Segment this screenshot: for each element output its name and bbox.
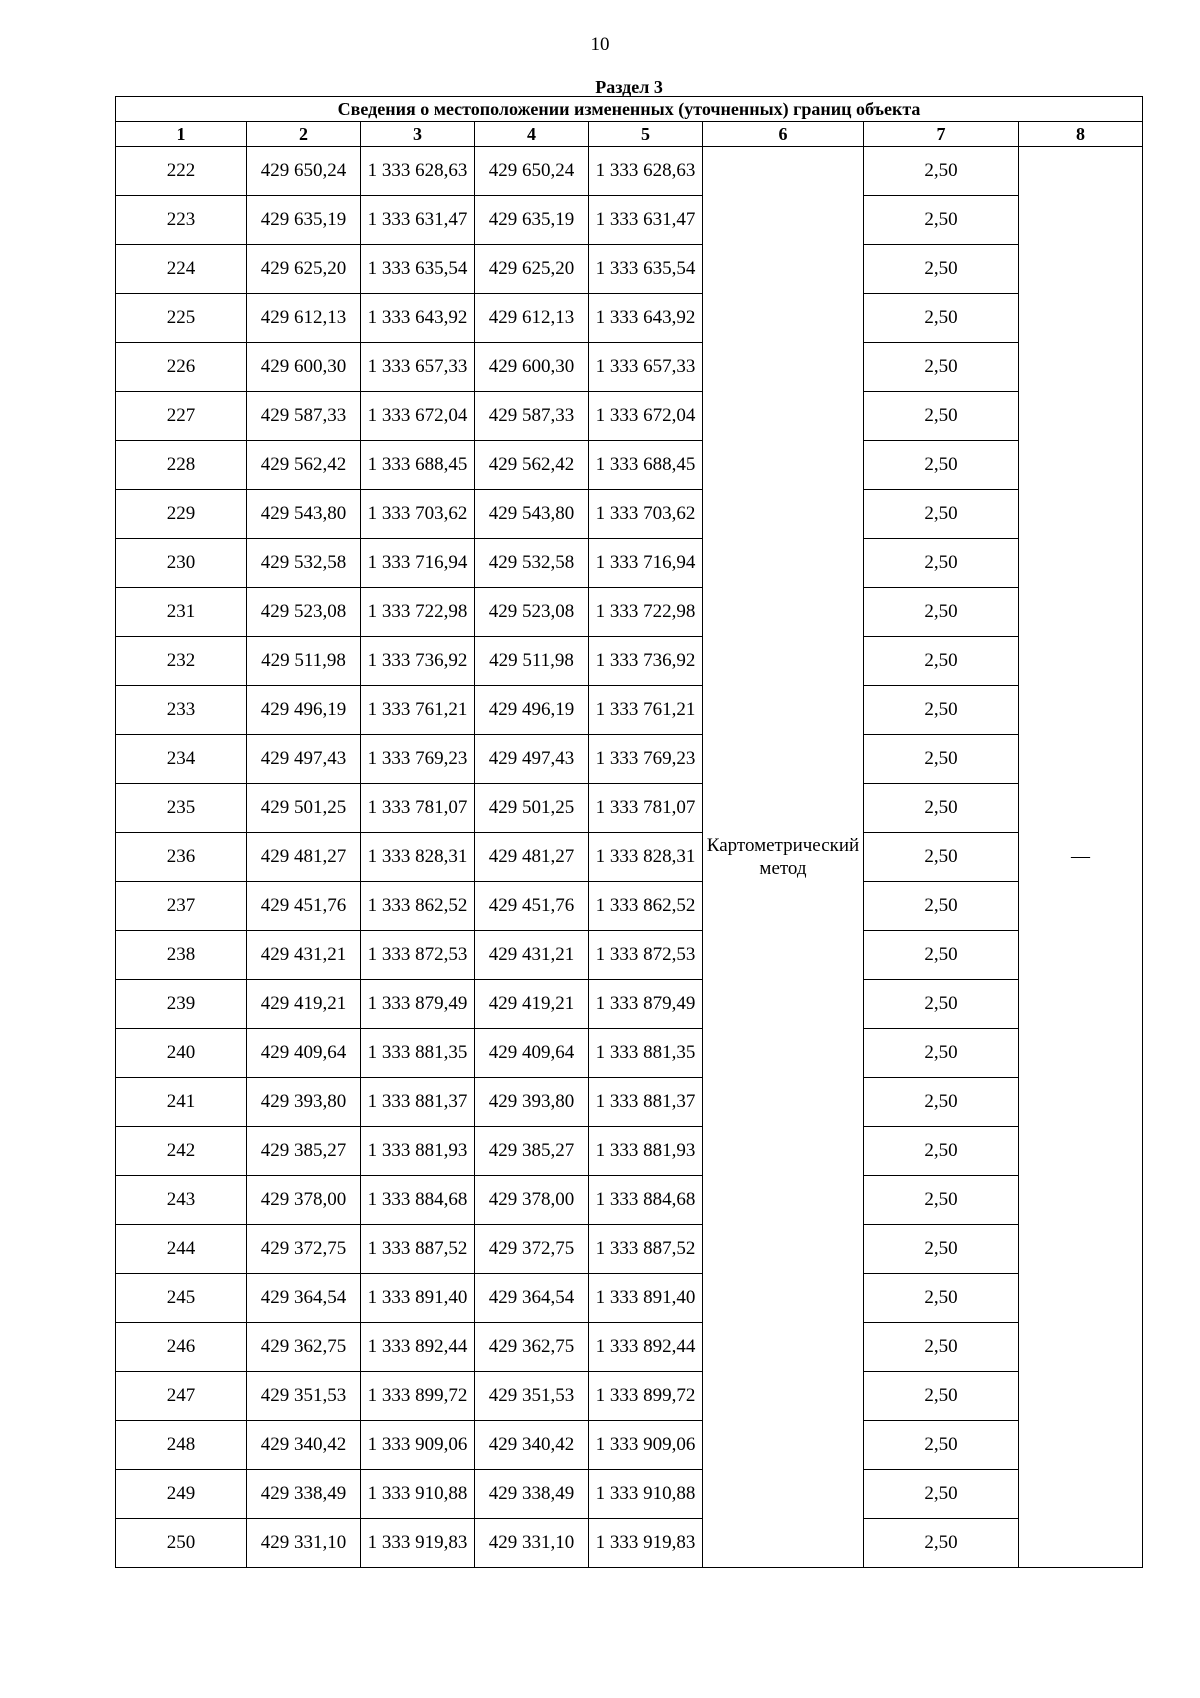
x-refined-cell: 429 543,80 xyxy=(475,490,589,539)
table-row xyxy=(116,294,1143,343)
x-existing-cell: 429 378,00 xyxy=(247,1176,361,1225)
precision-cell: 2,50 xyxy=(864,1519,1019,1568)
y-refined-cell: 1 333 635,54 xyxy=(589,245,703,294)
y-existing-cell: 1 333 881,93 xyxy=(361,1127,475,1176)
y-refined-cell: 1 333 909,06 xyxy=(589,1421,703,1470)
x-existing-cell: 429 362,75 xyxy=(247,1323,361,1372)
x-refined-cell: 429 331,10 xyxy=(475,1519,589,1568)
y-refined-cell: 1 333 643,92 xyxy=(589,294,703,343)
y-existing-cell: 1 333 716,94 xyxy=(361,539,475,588)
x-refined-cell: 429 451,76 xyxy=(475,882,589,931)
precision-cell: 2,50 xyxy=(864,784,1019,833)
precision-cell: 2,50 xyxy=(864,686,1019,735)
x-existing-cell: 429 523,08 xyxy=(247,588,361,637)
y-refined-cell: 1 333 769,23 xyxy=(589,735,703,784)
table-row xyxy=(116,980,1143,1029)
table-row xyxy=(116,1519,1143,1568)
precision-cell: 2,50 xyxy=(864,147,1019,196)
point-number-cell: 227 xyxy=(116,392,247,441)
table-row xyxy=(116,735,1143,784)
y-existing-cell: 1 333 891,40 xyxy=(361,1274,475,1323)
precision-cell: 2,50 xyxy=(864,1176,1019,1225)
precision-cell: 2,50 xyxy=(864,1372,1019,1421)
point-number-cell: 246 xyxy=(116,1323,247,1372)
page-number: 10 xyxy=(590,34,610,55)
x-existing-cell: 429 543,80 xyxy=(247,490,361,539)
y-refined-cell: 1 333 881,37 xyxy=(589,1078,703,1127)
table-row xyxy=(116,588,1143,637)
precision-cell: 2,50 xyxy=(864,343,1019,392)
y-refined-cell: 1 333 881,35 xyxy=(589,1029,703,1078)
point-number-cell: 249 xyxy=(116,1470,247,1519)
table-row xyxy=(116,1274,1143,1323)
precision-cell: 2,50 xyxy=(864,833,1019,882)
precision-cell: 2,50 xyxy=(864,490,1019,539)
y-existing-cell: 1 333 862,52 xyxy=(361,882,475,931)
x-existing-cell: 429 650,24 xyxy=(247,147,361,196)
point-number-cell: 247 xyxy=(116,1372,247,1421)
precision-cell: 2,50 xyxy=(864,1078,1019,1127)
x-refined-cell: 429 372,75 xyxy=(475,1225,589,1274)
point-number-cell: 228 xyxy=(116,441,247,490)
x-existing-cell: 429 587,33 xyxy=(247,392,361,441)
point-number-cell: 232 xyxy=(116,637,247,686)
x-existing-cell: 429 331,10 xyxy=(247,1519,361,1568)
y-refined-cell: 1 333 884,68 xyxy=(589,1176,703,1225)
x-existing-cell: 429 501,25 xyxy=(247,784,361,833)
table-row xyxy=(116,539,1143,588)
y-existing-cell: 1 333 643,92 xyxy=(361,294,475,343)
table-row xyxy=(116,833,1143,882)
x-existing-cell: 429 625,20 xyxy=(247,245,361,294)
precision-cell: 2,50 xyxy=(864,1225,1019,1274)
point-number-cell: 223 xyxy=(116,196,247,245)
y-refined-cell: 1 333 631,47 xyxy=(589,196,703,245)
y-existing-cell: 1 333 919,83 xyxy=(361,1519,475,1568)
point-number-cell: 248 xyxy=(116,1421,247,1470)
x-existing-cell: 429 532,58 xyxy=(247,539,361,588)
x-refined-cell: 429 338,49 xyxy=(475,1470,589,1519)
table-row xyxy=(116,1372,1143,1421)
precision-cell: 2,50 xyxy=(864,1274,1019,1323)
table-row xyxy=(116,1225,1143,1274)
method-cell: Картометрический метод xyxy=(703,147,864,1568)
point-number-cell: 243 xyxy=(116,1176,247,1225)
x-refined-cell: 429 511,98 xyxy=(475,637,589,686)
x-existing-cell: 429 364,54 xyxy=(247,1274,361,1323)
y-existing-cell: 1 333 657,33 xyxy=(361,343,475,392)
column-8-cell: — xyxy=(1019,147,1143,1568)
table-row xyxy=(116,686,1143,735)
y-refined-cell: 1 333 688,45 xyxy=(589,441,703,490)
y-refined-cell: 1 333 703,62 xyxy=(589,490,703,539)
precision-cell: 2,50 xyxy=(864,392,1019,441)
table-row xyxy=(116,147,1143,196)
point-number-cell: 240 xyxy=(116,1029,247,1078)
y-existing-cell: 1 333 872,53 xyxy=(361,931,475,980)
x-existing-cell: 429 431,21 xyxy=(247,931,361,980)
point-number-cell: 226 xyxy=(116,343,247,392)
point-number-cell: 234 xyxy=(116,735,247,784)
table-row xyxy=(116,343,1143,392)
table-row xyxy=(116,931,1143,980)
x-existing-cell: 429 635,19 xyxy=(247,196,361,245)
point-number-cell: 239 xyxy=(116,980,247,1029)
y-existing-cell: 1 333 628,63 xyxy=(361,147,475,196)
precision-cell: 2,50 xyxy=(864,882,1019,931)
y-existing-cell: 1 333 688,45 xyxy=(361,441,475,490)
point-number-cell: 231 xyxy=(116,588,247,637)
x-refined-cell: 429 431,21 xyxy=(475,931,589,980)
table-row xyxy=(116,1078,1143,1127)
boundary-coordinates-table xyxy=(115,78,1143,1568)
point-number-cell: 230 xyxy=(116,539,247,588)
y-existing-cell: 1 333 887,52 xyxy=(361,1225,475,1274)
y-existing-cell: 1 333 884,68 xyxy=(361,1176,475,1225)
point-number-cell: 245 xyxy=(116,1274,247,1323)
y-refined-cell: 1 333 716,94 xyxy=(589,539,703,588)
x-refined-cell: 429 362,75 xyxy=(475,1323,589,1372)
precision-cell: 2,50 xyxy=(864,980,1019,1029)
x-refined-cell: 429 625,20 xyxy=(475,245,589,294)
table-row xyxy=(116,1323,1143,1372)
column-number: 2 xyxy=(247,122,361,147)
point-number-cell: 250 xyxy=(116,1519,247,1568)
point-number-cell: 236 xyxy=(116,833,247,882)
y-existing-cell: 1 333 761,21 xyxy=(361,686,475,735)
point-number-cell: 244 xyxy=(116,1225,247,1274)
y-existing-cell: 1 333 631,47 xyxy=(361,196,475,245)
point-number-cell: 225 xyxy=(116,294,247,343)
point-number-cell: 235 xyxy=(116,784,247,833)
precision-cell: 2,50 xyxy=(864,441,1019,490)
y-existing-cell: 1 333 703,62 xyxy=(361,490,475,539)
y-refined-cell: 1 333 919,83 xyxy=(589,1519,703,1568)
point-number-cell: 238 xyxy=(116,931,247,980)
x-existing-cell: 429 600,30 xyxy=(247,343,361,392)
y-existing-cell: 1 333 769,23 xyxy=(361,735,475,784)
x-existing-cell: 429 562,42 xyxy=(247,441,361,490)
y-refined-cell: 1 333 781,07 xyxy=(589,784,703,833)
y-refined-cell: 1 333 891,40 xyxy=(589,1274,703,1323)
x-refined-cell: 429 635,19 xyxy=(475,196,589,245)
point-number-cell: 222 xyxy=(116,147,247,196)
section-title: Раздел 3 xyxy=(595,78,663,97)
y-existing-cell: 1 333 879,49 xyxy=(361,980,475,1029)
y-existing-cell: 1 333 892,44 xyxy=(361,1323,475,1372)
y-refined-cell: 1 333 736,92 xyxy=(589,637,703,686)
x-existing-cell: 429 419,21 xyxy=(247,980,361,1029)
x-existing-cell: 429 496,19 xyxy=(247,686,361,735)
x-existing-cell: 429 481,27 xyxy=(247,833,361,882)
x-refined-cell: 429 481,27 xyxy=(475,833,589,882)
point-number-cell: 224 xyxy=(116,245,247,294)
x-existing-cell: 429 393,80 xyxy=(247,1078,361,1127)
x-existing-cell: 429 511,98 xyxy=(247,637,361,686)
table-row xyxy=(116,196,1143,245)
precision-cell: 2,50 xyxy=(864,245,1019,294)
precision-cell: 2,50 xyxy=(864,294,1019,343)
table-body xyxy=(116,147,1143,1568)
y-existing-cell: 1 333 909,06 xyxy=(361,1421,475,1470)
table-row xyxy=(116,1470,1143,1519)
column-number: 8 xyxy=(1019,122,1143,147)
y-refined-cell: 1 333 892,44 xyxy=(589,1323,703,1372)
precision-cell: 2,50 xyxy=(864,931,1019,980)
table-row xyxy=(116,490,1143,539)
x-refined-cell: 429 612,13 xyxy=(475,294,589,343)
table-row xyxy=(116,1127,1143,1176)
x-existing-cell: 429 451,76 xyxy=(247,882,361,931)
y-refined-cell: 1 333 828,31 xyxy=(589,833,703,882)
y-existing-cell: 1 333 672,04 xyxy=(361,392,475,441)
precision-cell: 2,50 xyxy=(864,196,1019,245)
x-refined-cell: 429 587,33 xyxy=(475,392,589,441)
x-refined-cell: 429 532,58 xyxy=(475,539,589,588)
table-row xyxy=(116,441,1143,490)
x-refined-cell: 429 562,42 xyxy=(475,441,589,490)
y-refined-cell: 1 333 862,52 xyxy=(589,882,703,931)
precision-cell: 2,50 xyxy=(864,1323,1019,1372)
precision-cell: 2,50 xyxy=(864,735,1019,784)
table-caption-row xyxy=(116,97,1143,122)
section-title-row xyxy=(116,78,1143,97)
table-row xyxy=(116,882,1143,931)
table-row xyxy=(116,1176,1143,1225)
column-number: 7 xyxy=(864,122,1019,147)
y-existing-cell: 1 333 635,54 xyxy=(361,245,475,294)
table-row xyxy=(116,245,1143,294)
column-number: 4 xyxy=(475,122,589,147)
x-existing-cell: 429 351,53 xyxy=(247,1372,361,1421)
column-number: 3 xyxy=(361,122,475,147)
x-existing-cell: 429 497,43 xyxy=(247,735,361,784)
column-numbers-row xyxy=(116,122,1143,147)
y-existing-cell: 1 333 881,35 xyxy=(361,1029,475,1078)
precision-cell: 2,50 xyxy=(864,1421,1019,1470)
x-refined-cell: 429 385,27 xyxy=(475,1127,589,1176)
table-row xyxy=(116,392,1143,441)
y-refined-cell: 1 333 881,93 xyxy=(589,1127,703,1176)
y-existing-cell: 1 333 881,37 xyxy=(361,1078,475,1127)
x-refined-cell: 429 393,80 xyxy=(475,1078,589,1127)
table-row xyxy=(116,1421,1143,1470)
x-refined-cell: 429 351,53 xyxy=(475,1372,589,1421)
x-refined-cell: 429 496,19 xyxy=(475,686,589,735)
table-caption: Сведения о местоположении измененных (уточненных) границ объекта xyxy=(116,97,1143,122)
x-refined-cell: 429 364,54 xyxy=(475,1274,589,1323)
point-number-cell: 242 xyxy=(116,1127,247,1176)
table-row xyxy=(116,784,1143,833)
y-refined-cell: 1 333 657,33 xyxy=(589,343,703,392)
x-existing-cell: 429 372,75 xyxy=(247,1225,361,1274)
y-refined-cell: 1 333 899,72 xyxy=(589,1372,703,1421)
x-existing-cell: 429 612,13 xyxy=(247,294,361,343)
precision-cell: 2,50 xyxy=(864,588,1019,637)
precision-cell: 2,50 xyxy=(864,1127,1019,1176)
x-refined-cell: 429 378,00 xyxy=(475,1176,589,1225)
x-existing-cell: 429 409,64 xyxy=(247,1029,361,1078)
point-number-cell: 233 xyxy=(116,686,247,735)
column-number: 6 xyxy=(703,122,864,147)
x-existing-cell: 429 338,49 xyxy=(247,1470,361,1519)
y-refined-cell: 1 333 872,53 xyxy=(589,931,703,980)
x-refined-cell: 429 497,43 xyxy=(475,735,589,784)
column-number: 1 xyxy=(116,122,247,147)
y-refined-cell: 1 333 722,98 xyxy=(589,588,703,637)
x-refined-cell: 429 600,30 xyxy=(475,343,589,392)
x-refined-cell: 429 419,21 xyxy=(475,980,589,1029)
y-existing-cell: 1 333 722,98 xyxy=(361,588,475,637)
precision-cell: 2,50 xyxy=(864,539,1019,588)
y-existing-cell: 1 333 828,31 xyxy=(361,833,475,882)
precision-cell: 2,50 xyxy=(864,1470,1019,1519)
table-row xyxy=(116,1029,1143,1078)
y-refined-cell: 1 333 910,88 xyxy=(589,1470,703,1519)
precision-cell: 2,50 xyxy=(864,1029,1019,1078)
y-existing-cell: 1 333 910,88 xyxy=(361,1470,475,1519)
y-existing-cell: 1 333 899,72 xyxy=(361,1372,475,1421)
y-existing-cell: 1 333 736,92 xyxy=(361,637,475,686)
table-row xyxy=(116,637,1143,686)
point-number-cell: 241 xyxy=(116,1078,247,1127)
y-existing-cell: 1 333 781,07 xyxy=(361,784,475,833)
x-refined-cell: 429 523,08 xyxy=(475,588,589,637)
point-number-cell: 237 xyxy=(116,882,247,931)
y-refined-cell: 1 333 628,63 xyxy=(589,147,703,196)
x-existing-cell: 429 340,42 xyxy=(247,1421,361,1470)
column-number: 5 xyxy=(589,122,703,147)
precision-cell: 2,50 xyxy=(864,637,1019,686)
x-existing-cell: 429 385,27 xyxy=(247,1127,361,1176)
y-refined-cell: 1 333 887,52 xyxy=(589,1225,703,1274)
x-refined-cell: 429 650,24 xyxy=(475,147,589,196)
y-refined-cell: 1 333 761,21 xyxy=(589,686,703,735)
point-number-cell: 229 xyxy=(116,490,247,539)
y-refined-cell: 1 333 879,49 xyxy=(589,980,703,1029)
x-refined-cell: 429 501,25 xyxy=(475,784,589,833)
x-refined-cell: 429 340,42 xyxy=(475,1421,589,1470)
y-refined-cell: 1 333 672,04 xyxy=(589,392,703,441)
x-refined-cell: 429 409,64 xyxy=(475,1029,589,1078)
